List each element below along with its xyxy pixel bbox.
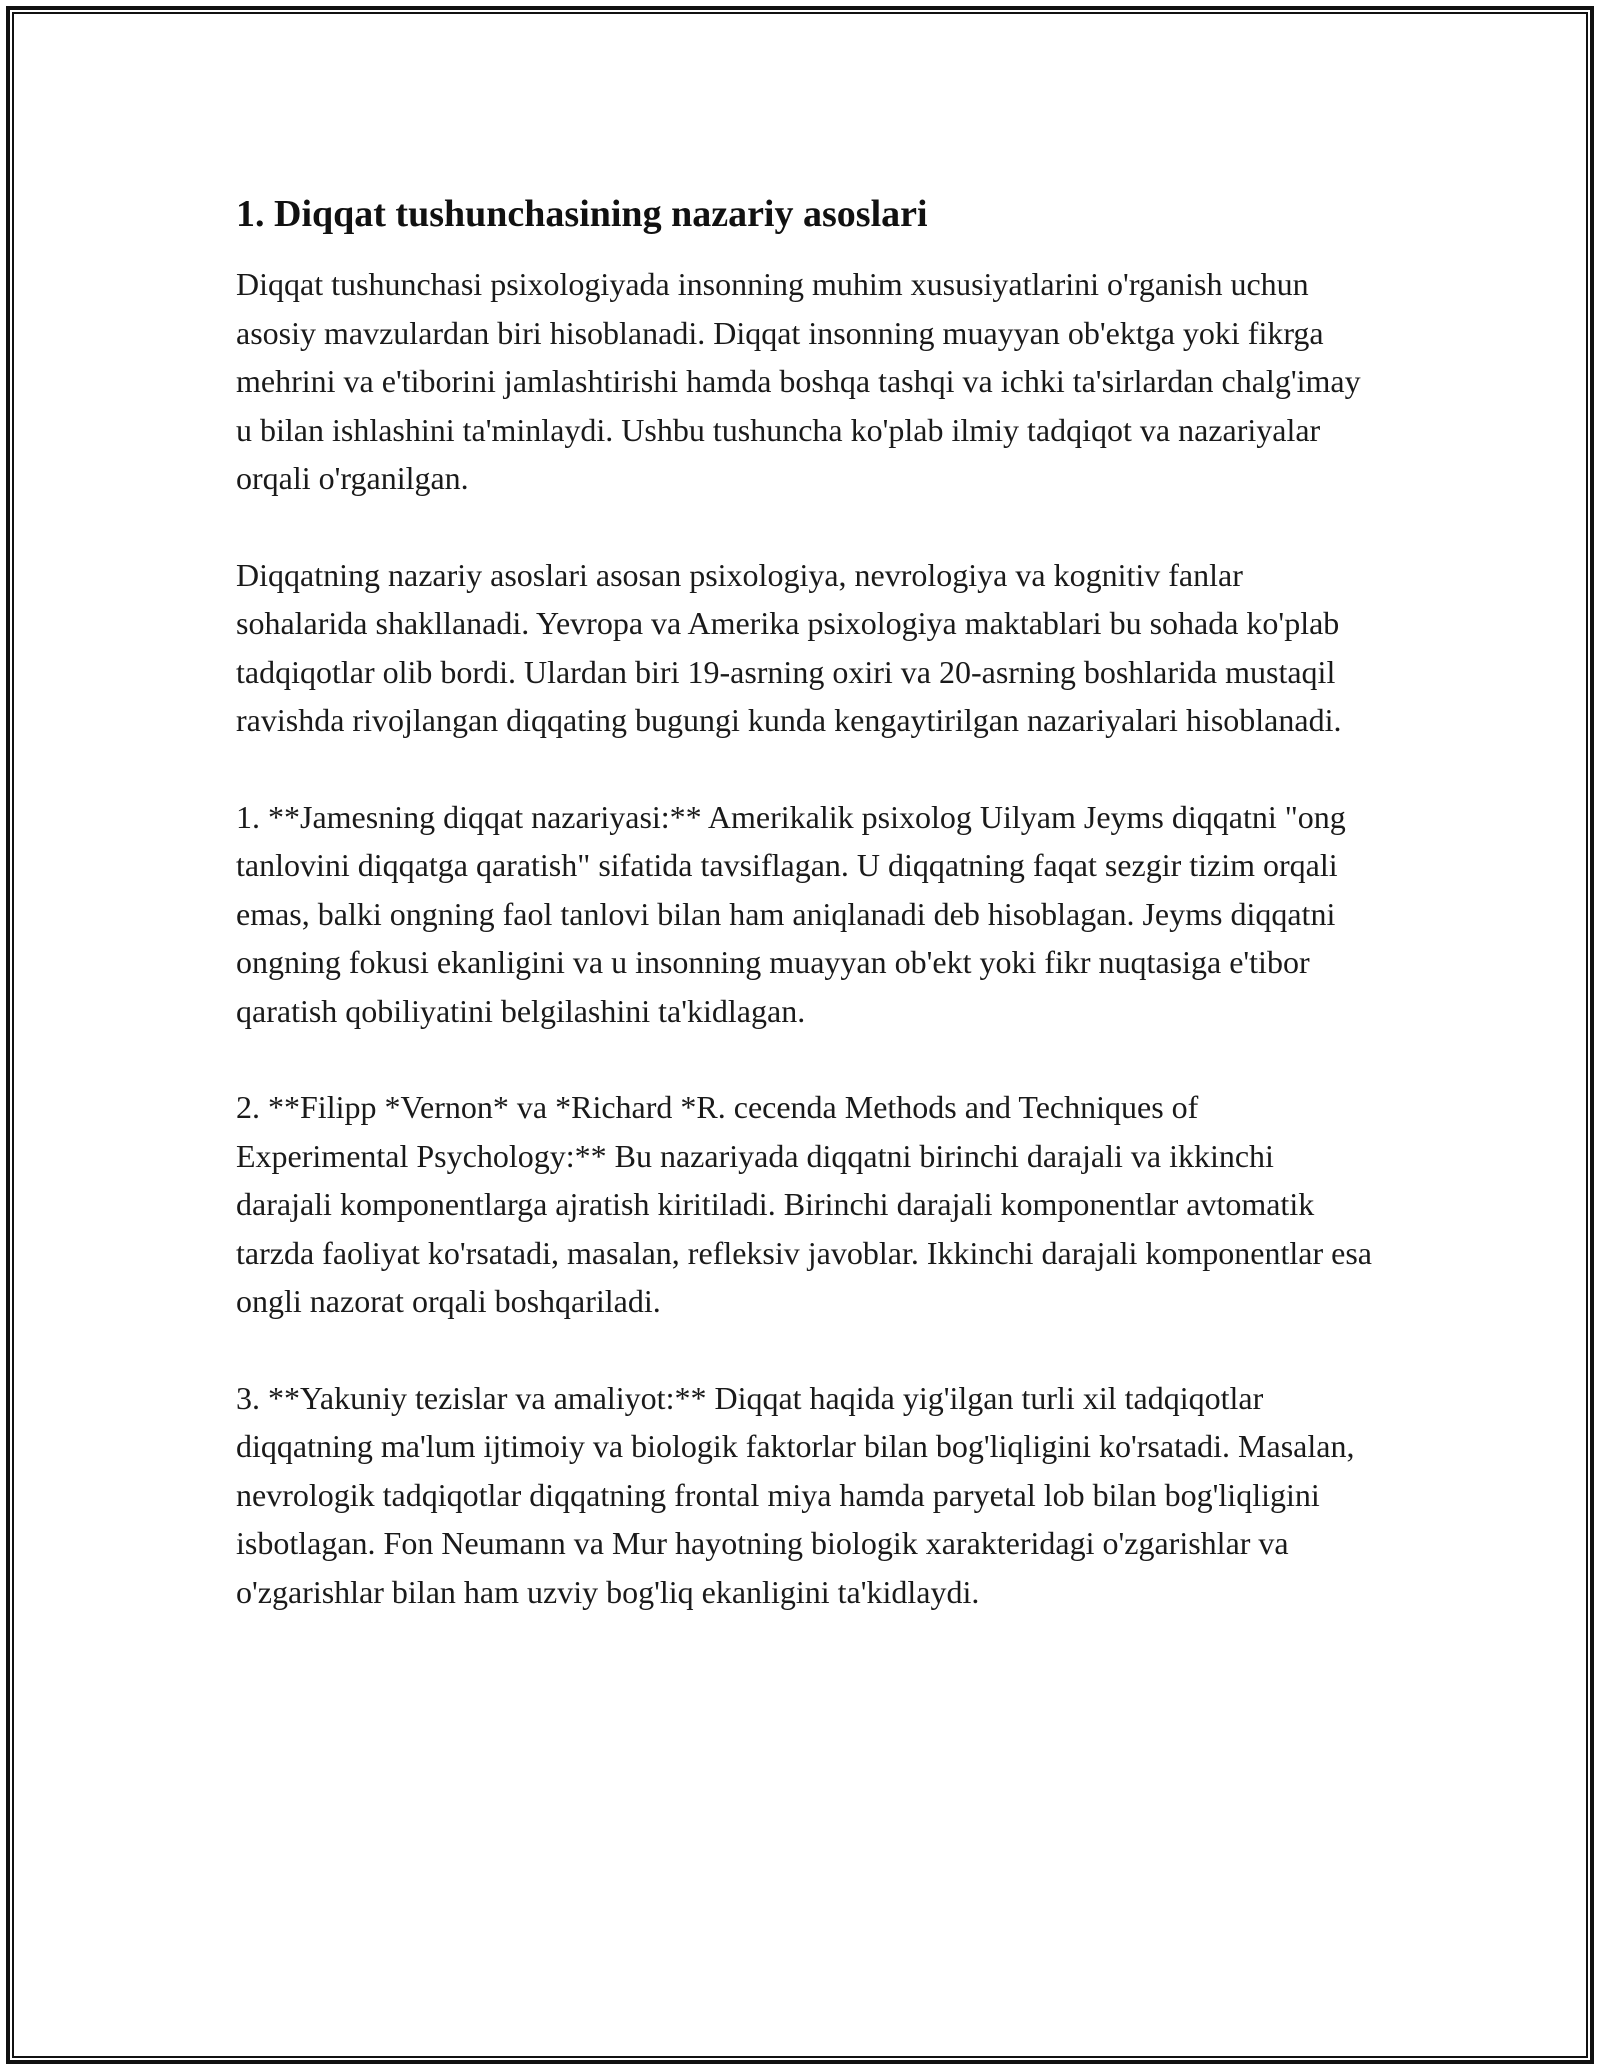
- paragraph-theoretical-foundations: Diqqatning nazariy asoslari asosan psixologiya, nevrologiya va kognitiv fanlar sohalarida shakllanadi. Yevropa va Amerika psixologiya maktablari bu sohada ko'plab tadqiqotlar olib bordi. Ulardan biri 19-asrning oxiri va 20-asrning boshlarida mustaqil ravishda rivojlangan diqqating bugungi kunda kengaytirilgan nazariyalari hisoblanadi.: [236, 556, 1342, 738]
- document-title: 1. Diqqat tushunchasining nazariy asoslari: [236, 193, 928, 235]
- paragraph-vernon-theory: 2. **Filipp *Vernon* va *Richard *R. cecenda Methods and Techniques of Experimental Psychology:** Bu nazariyada diqqatni birinchi darajali va ikkinchi darajali komponentlarga ajratish kiritiladi. Birinchi darajali komponentlar avtomatik tarzda faoliyat ko'rsatadi, masalan, refleksiv javoblar. Ikkinchi darajali komponentlar esa ongli nazorat orqali boshqariladi.: [236, 1089, 1372, 1319]
- paragraph-final-theses: 3. **Yakuniy tezislar va amaliyot:** Diqqat haqida yig'ilgan turli xil tadqiqotlar diqqatning ma'lum ijtimoiy va biologik faktorlar bilan bog'liqligini ko'rsatadi. Masalan, nevrologik tadqiqotlar diqqatning frontal miya hamda paryetal lob bilan bog'liqligini isbotlagan. Fon Neumann va Mur hayotning biologik xarakteridagi o'zgarishlar va o'zgarishlar bilan ham uzviy bog'liq ekanligini ta'kidlaydi.: [236, 1379, 1355, 1610]
- document-page: [236, 188, 1376, 1664]
- paragraph-intro: Diqqat tushunchasi psixologiyada insonning muhim xususiyatlarini o'rganish uchun asosiy mavzulardan biri hisoblanadi. Diqqat insonning muayyan ob'ektga yoki fikrga mehrini va e'tiborini jamlashtirishi hamda boshqa tashqi va ichki ta'sirlardan chalg'imay u bilan ishlashini ta'minlaydi. Ushbu tushuncha ko'plab ilmiy tadqiqot va nazariyalar orqali o'rganilgan.: [236, 266, 1361, 496]
- paragraph-james-theory: 1. **Jamesning diqqat nazariyasi:** Amerikalik psixolog Uilyam Jeyms diqqatni "ong tanlovini diqqatga qaratish" sifatida tavsiflagan. U diqqatning faqat sezgir tizim orqali emas, balki ongning faol tanlovi bilan ham aniqlanadi deb hisoblagan. Jeyms diqqatni ongning fokusi ekanligini va u insonning muayyan ob'ekt yoki fikr nuqtasiga e'tibor qaratish qobiliyatini belgilashini ta'kidlagan.: [236, 798, 1346, 1029]
